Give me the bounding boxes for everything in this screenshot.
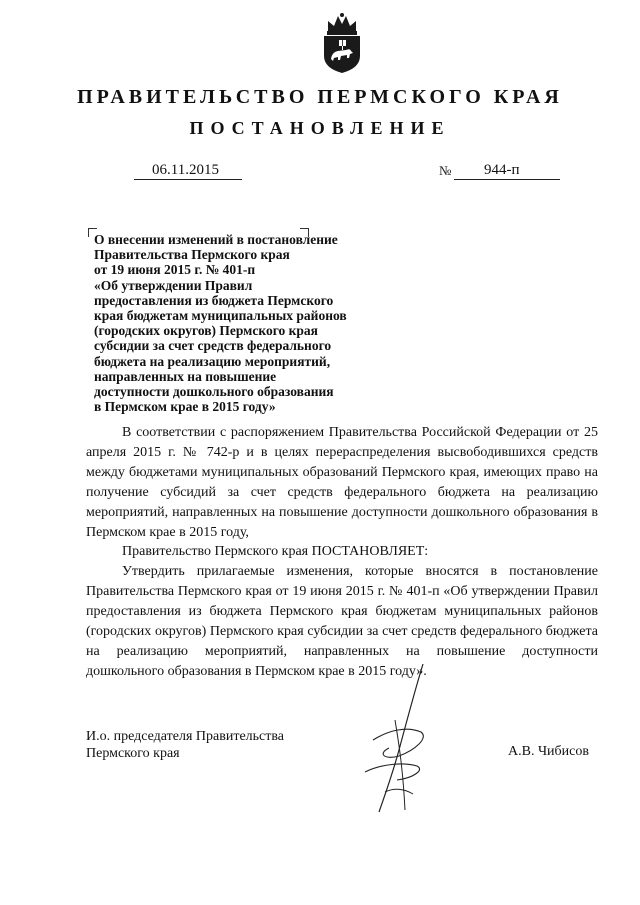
subject-line: доступности дошкольного образования [94, 384, 334, 400]
document-number: 944-п [484, 162, 520, 178]
signatory-name: А.В. Чибисов [508, 744, 589, 759]
body-paragraph-resolution: Правительство Пермского края ПОСТАНОВЛЯЕТ: [122, 544, 429, 560]
subject-line: направленных на повышение [94, 368, 277, 384]
subject-line: предоставления из бюджета Пермского [94, 292, 334, 308]
body-paragraph-decision: Утвердить прилагаемые изменения, которые вносятся в постановление Правительства Пермского края от 19 июня 2015 г. № 401-п «Об утверждении Правил предоставления из бюджета Пермского края бюджетам муниципальных районов (городских округов) Пермского края субсидии за счет средств федерального бюджета на реализацию мероприятий, направленных на повышение доступности дошкольного образования в Пермском крае в 2015 году». [86, 564, 598, 679]
number-sign: № [439, 163, 452, 178]
document-date: 06.11.2015 [152, 162, 219, 178]
document-subject [94, 232, 394, 414]
org-title: ПРАВИТЕЛЬСТВО ПЕРМСКОГО КРАЯ [77, 86, 563, 108]
number-underline [454, 179, 560, 180]
subject-line: от 19 июня 2015 г. № 401-п [94, 262, 256, 278]
subject-line: субсидии за счет средств федерального [94, 338, 332, 354]
subject-line: О внесении изменений в постановление [94, 232, 338, 247]
subject-line: края бюджетам муниципальных районов [94, 308, 347, 324]
subject-line: (городских округов) Пермского края [94, 323, 318, 339]
signatory-title [86, 728, 284, 762]
body-paragraph-preamble: В соответствии с распоряжением Правительства Российской Федерации от 25 апреля 2015 г. № 742-р и в целях перераспределения высвободившихся средств между бюджетами муниципальных образований Пермского края, имеющих право на получение субсидий за счет средств федерального бюджета на реализацию мероприятий, направленных на повышение доступности дошкольного образования в Пермском крае в 2015 году, [86, 425, 598, 540]
subject-line: Правительства Пермского края [94, 247, 290, 263]
signatory-title-line: И.о. председателя Правительства [86, 729, 285, 744]
subject-line: «Об утверждении Правил [94, 277, 253, 293]
document-body [86, 423, 598, 682]
date-underline [134, 179, 242, 180]
signatory-title-line: Пермского края [86, 746, 180, 761]
document-type: ПОСТАНОВЛЕНИЕ [189, 118, 451, 138]
subject-line: в Пермском крае в 2015 году» [94, 399, 276, 415]
subject-line: бюджета на реализацию мероприятий, [94, 353, 331, 369]
crest-bear-icon [320, 12, 364, 74]
handwritten-signature [355, 660, 455, 820]
